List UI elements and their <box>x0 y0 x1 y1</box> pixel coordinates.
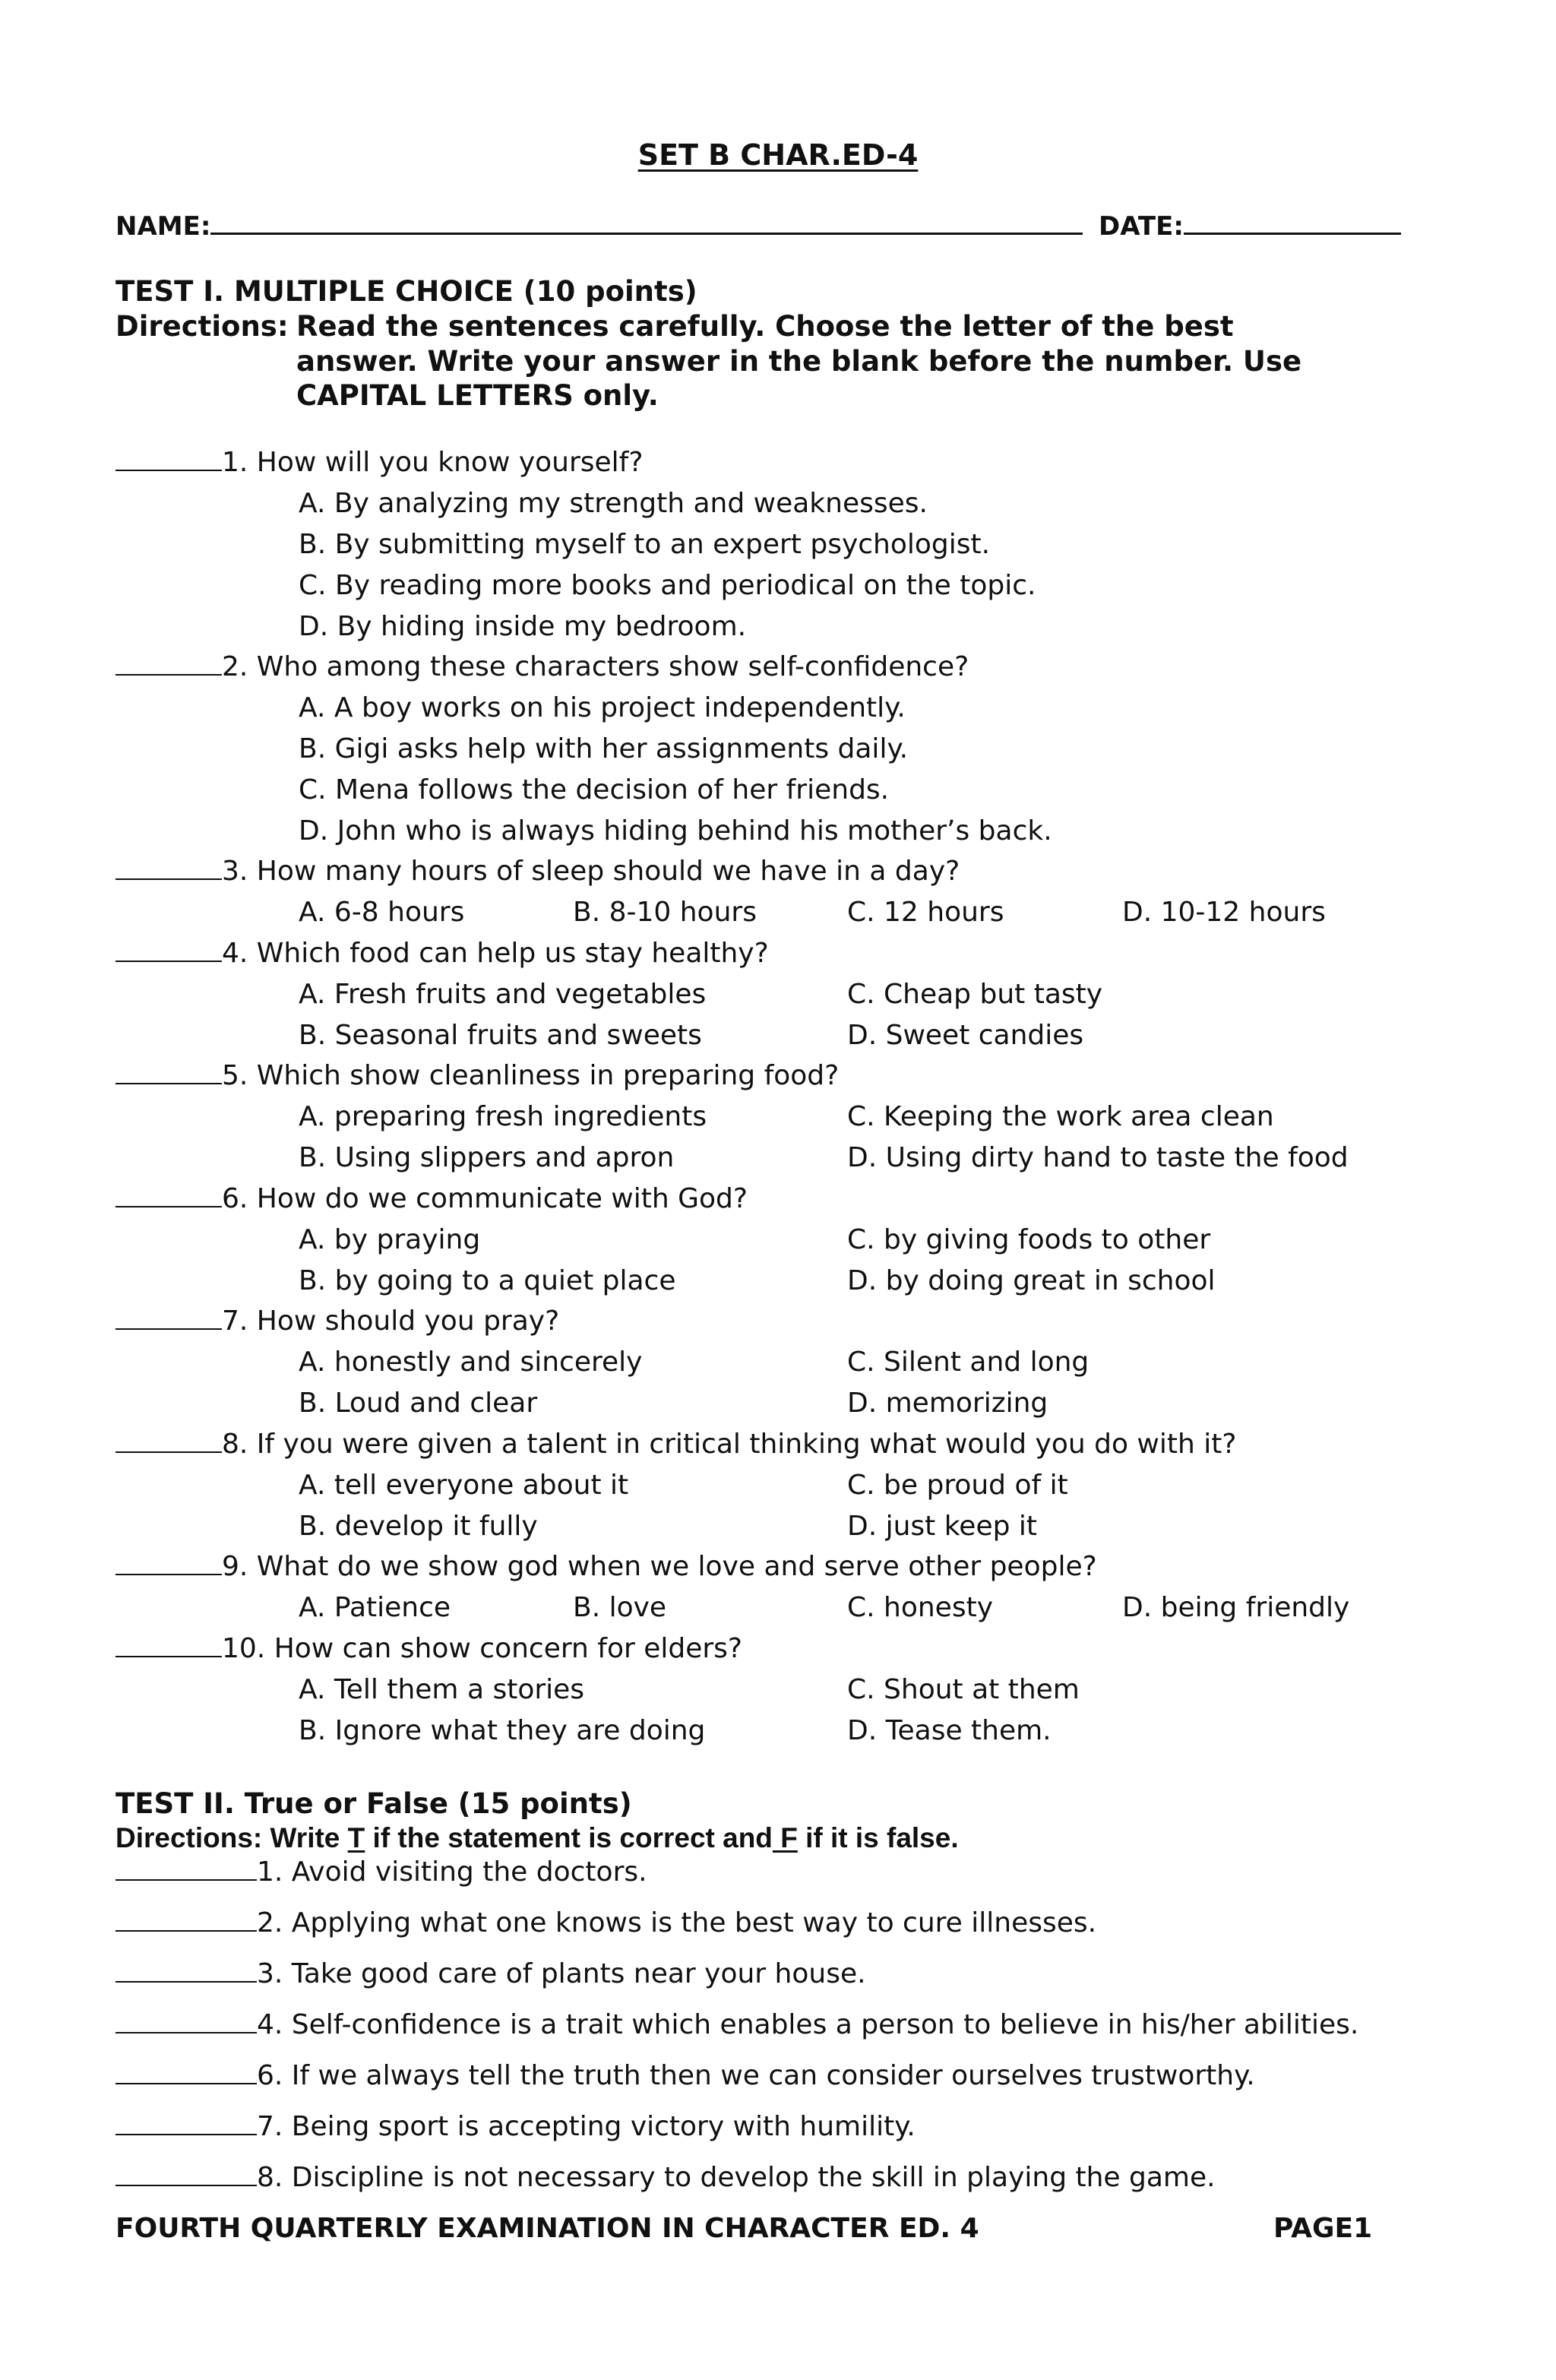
question-7-option-c: C. Silent and long <box>847 1347 1090 1378</box>
answer-blank[interactable] <box>115 2060 257 2084</box>
question-3-option-d: D. 10-12 hours <box>1122 897 1326 928</box>
answer-blank[interactable] <box>115 1958 257 1983</box>
question-3: 3. How many hours of sleep should we have in a day? <box>115 856 960 887</box>
question-1-option-b: B. By submitting myself to an expert psychologist. <box>299 529 991 560</box>
test1-directions-line2: answer. Write your answer in the blank before the number. Use <box>296 345 1302 378</box>
answer-blank[interactable] <box>115 1907 257 1932</box>
question-5-option-b: B. Using slippers and apron <box>299 1142 675 1173</box>
question-6-option-b: B. by going to a quiet place <box>299 1265 676 1296</box>
answer-blank[interactable] <box>115 447 222 471</box>
question-8-option-d: D. just keep it <box>847 1511 1038 1542</box>
question-2: 2. Who among these characters show self-confidence? <box>115 651 969 682</box>
question-10-option-b: B. Ignore what they are doing <box>299 1715 706 1746</box>
question-8-option-a: A. tell everyone about it <box>299 1470 629 1501</box>
answer-blank[interactable] <box>115 1060 222 1084</box>
answer-blank[interactable] <box>115 1306 222 1330</box>
question-3-option-c: C. 12 hours <box>847 897 1004 928</box>
answer-blank[interactable] <box>115 651 222 676</box>
tf-item-2: 2. Applying what one knows is the best way to cure illnesses. <box>115 1907 1096 1938</box>
question-8: 8. If you were given a talent in critical thinking what would you do with it? <box>115 1429 1236 1460</box>
footer-exam-title: FOURTH QUARTERLY EXAMINATION IN CHARACTER ED. 4 <box>115 2213 979 2244</box>
question-6-option-a: A. by praying <box>299 1224 481 1255</box>
question-6: 6. How do we communicate with God? <box>115 1183 748 1214</box>
question-2-option-d: D. John who is always hiding behind his mother’s back. <box>299 815 1052 847</box>
question-8-option-b: B. develop it fully <box>299 1511 538 1542</box>
question-5-option-a: A. preparing fresh ingredients <box>299 1101 707 1132</box>
answer-blank[interactable] <box>115 2162 257 2186</box>
question-9-option-b: B. love <box>573 1592 667 1623</box>
answer-blank[interactable] <box>115 1551 222 1575</box>
question-10: 10. How can show concern for elders? <box>115 1633 742 1664</box>
question-4-option-d: D. Sweet candies <box>847 1020 1084 1051</box>
name-label: NAME: <box>115 211 211 242</box>
answer-blank[interactable] <box>115 2009 257 2033</box>
question-9-option-c: C. honesty <box>847 1592 994 1623</box>
test1-directions-line1: Read the sentences carefully. Choose the letter of the best <box>296 310 1234 343</box>
question-7-option-d: D. memorizing <box>847 1388 1048 1419</box>
question-1-option-a: A. By analyzing my strength and weaknesses. <box>299 488 928 519</box>
question-9: 9. What do we show god when we love and serve other people? <box>115 1551 1097 1582</box>
tf-item-4: 4. Self-confidence is a trait which enables a person to believe in his/her abilities. <box>115 2009 1358 2040</box>
question-1-option-c: C. By reading more books and periodical on the topic. <box>299 570 1036 601</box>
name-field[interactable] <box>210 210 1083 235</box>
question-1: 1. How will you know yourself? <box>115 447 643 478</box>
date-line <box>1099 210 1401 242</box>
question-4-option-a: A. Fresh fruits and vegetables <box>299 979 707 1010</box>
question-6-option-c: C. by giving foods to other <box>847 1224 1211 1255</box>
tf-item-6: 6. If we always tell the truth then we can consider ourselves trustworthy. <box>115 2060 1255 2091</box>
footer-page-label: PAGE1 <box>1273 2213 1373 2244</box>
question-7-option-b: B. Loud and clear <box>299 1388 538 1419</box>
answer-blank[interactable] <box>115 856 222 880</box>
test2-heading: TEST II. True or False (15 points) <box>115 1787 632 1820</box>
answer-blank[interactable] <box>115 938 222 962</box>
tf-item-8: 8. Discipline is not necessary to develop the skill in playing the game. <box>115 2162 1216 2193</box>
answer-blank[interactable] <box>115 1183 222 1207</box>
answer-blank[interactable] <box>115 2111 257 2135</box>
question-4-option-c: C. Cheap but tasty <box>847 979 1103 1010</box>
question-4-option-b: B. Seasonal fruits and sweets <box>299 1020 702 1051</box>
question-9-option-d: D. being friendly <box>1122 1592 1350 1623</box>
test1-directions-line3: CAPITAL LETTERS only. <box>296 379 659 412</box>
question-4: 4. Which food can help us stay healthy? <box>115 938 769 969</box>
test2-directions: Directions: Write T if the statement is correct and F if it is false. <box>115 1822 959 1853</box>
tf-item-7: 7. Being sport is accepting victory with humility. <box>115 2111 916 2142</box>
question-5-option-c: C. Keeping the work area clean <box>847 1101 1274 1132</box>
page-title: SET B CHAR.ED-4 <box>637 138 919 172</box>
test1-directions-label: Directions: <box>115 310 289 343</box>
question-5: 5. Which show cleanliness in preparing food? <box>115 1060 839 1091</box>
answer-blank[interactable] <box>115 1633 222 1657</box>
tf-item-1: 1. Avoid visiting the doctors. <box>115 1856 647 1888</box>
question-1-option-d: D. By hiding inside my bedroom. <box>299 611 747 642</box>
date-field[interactable] <box>1184 210 1401 235</box>
question-10-option-d: D. Tease them. <box>847 1715 1052 1746</box>
question-7-option-a: A. honestly and sincerely <box>299 1347 643 1378</box>
question-3-option-a: A. 6-8 hours <box>299 897 465 928</box>
test1-heading: TEST I. MULTIPLE CHOICE (10 points) <box>115 275 697 308</box>
question-5-option-d: D. Using dirty hand to taste the food <box>847 1142 1349 1173</box>
question-6-option-d: D. by doing great in school <box>847 1265 1216 1296</box>
question-3-option-b: B. 8-10 hours <box>573 897 757 928</box>
question-2-option-c: C. Mena follows the decision of her friends. <box>299 774 890 805</box>
date-label: DATE: <box>1099 211 1184 242</box>
question-9-option-a: A. Patience <box>299 1592 451 1623</box>
question-2-option-a: A. A boy works on his project independently. <box>299 692 906 723</box>
question-10-option-a: A. Tell them a stories <box>299 1674 585 1705</box>
name-line <box>115 210 1083 242</box>
question-2-option-b: B. Gigi asks help with her assignments daily. <box>299 733 909 764</box>
question-10-option-c: C. Shout at them <box>847 1674 1080 1705</box>
question-7: 7. How should you pray? <box>115 1306 559 1337</box>
answer-blank[interactable] <box>115 1429 222 1453</box>
tf-item-3: 3. Take good care of plants near your house. <box>115 1958 866 1989</box>
answer-blank[interactable] <box>115 1856 257 1881</box>
question-8-option-c: C. be proud of it <box>847 1470 1068 1501</box>
